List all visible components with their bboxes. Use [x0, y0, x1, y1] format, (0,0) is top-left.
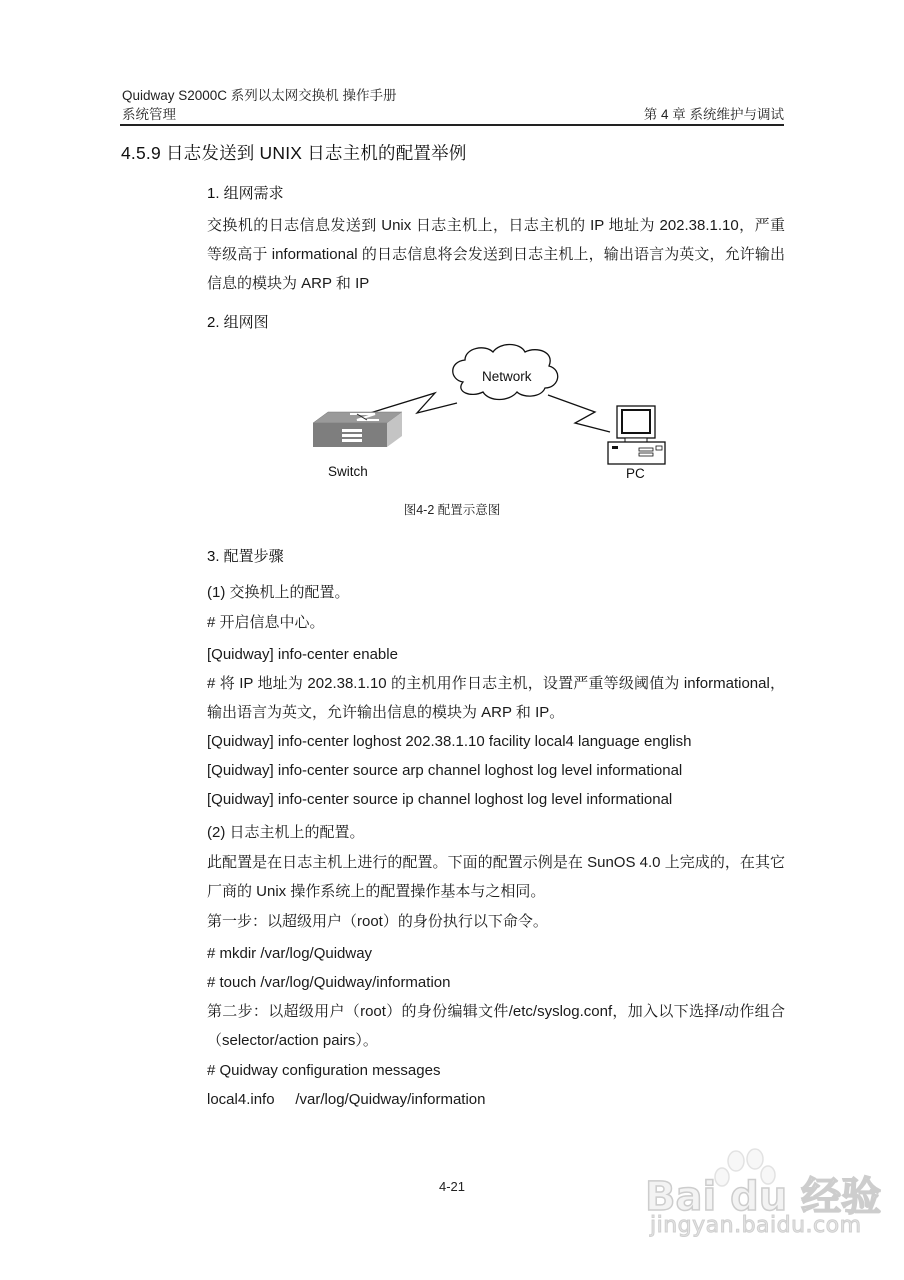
network-label: Network: [482, 369, 532, 384]
switch-icon: [313, 412, 402, 447]
comment-enable: # 开启信息中心。: [207, 614, 325, 631]
watermark-brand: Bai du 经验: [645, 1174, 882, 1220]
conf-comment: # Quidway configuration messages: [207, 1062, 441, 1079]
host-config-intro: 此配置是在日志主机上进行的配置。下面的配置示例是在 SunOS 4.0 上完成的，在其它厂商的 Unix 操作系统上的配置操作基本与之相同。: [207, 854, 785, 900]
pc-icon: [608, 406, 665, 464]
cmd-info-center-enable: [Quidway] info-center enable: [207, 646, 398, 663]
header-divider: [120, 124, 784, 126]
cmd-touch: # touch /var/log/Quidway/information: [207, 974, 451, 991]
requirements-text: 交换机的日志信息发送到 Unix 日志主机上，日志主机的 IP 地址为 202.38.1.10，严重等级高于 informational 的日志信息将会发送到日志主机上，输出语言为英文，允许输出信息的模块为 ARP 和 IP: [207, 217, 785, 292]
chapter-title: 第 4 章 系统维护与调试: [643, 107, 784, 122]
switch-config-title: (1) 交换机上的配置。: [207, 584, 350, 601]
conf-selector-action: local4.info /var/log/Quidway/information: [207, 1091, 486, 1108]
step1-text: 第一步：以超级用户（root）的身份执行以下命令。: [207, 913, 548, 930]
pc-label: PC: [626, 466, 645, 481]
cmd-source-ip: [Quidway] info-center source ip channel loghost log level informational: [207, 791, 673, 808]
doc-title: Quidway S2000C 系列以太网交换机 操作手册: [122, 88, 397, 103]
step2-text: 第二步：以超级用户（root）的身份编辑文件/etc/syslog.conf，加入以下选择/动作组合（selector/action pairs）。: [207, 1003, 785, 1049]
network-diagram: [305, 340, 675, 490]
comment-loghost: # 将 IP 地址为 202.38.1.10 的主机用作日志主机，设置严重等级阈值为 informational，输出语言为英文，允许输出信息的模块为 ARP 和 IP。: [207, 675, 785, 721]
diagram-heading: 2. 组网图: [207, 314, 269, 331]
figure-caption: 图4-2 配置示意图: [403, 503, 501, 517]
watermark-url: jingyan.baidu.com: [650, 1213, 862, 1238]
switch-label: Switch: [328, 464, 368, 479]
cmd-mkdir: # mkdir /var/log/Quidway: [207, 945, 373, 962]
section-heading: 4.5.9 日志发送到 UNIX 日志主机的配置举例: [121, 143, 467, 163]
requirements-heading: 1. 组网需求: [207, 185, 284, 202]
cmd-loghost: [Quidway] info-center loghost 202.38.1.10 facility local4 language english: [207, 733, 692, 750]
host-config-title: (2) 日志主机上的配置。: [207, 824, 365, 841]
section-name: 系统管理: [122, 107, 176, 122]
steps-heading: 3. 配置步骤: [207, 548, 284, 565]
cmd-source-arp: [Quidway] info-center source arp channel loghost log level informational: [207, 762, 683, 779]
link-switch-network: [370, 393, 457, 413]
link-network-pc: [548, 395, 610, 432]
page-number: 4-21: [438, 1179, 466, 1194]
